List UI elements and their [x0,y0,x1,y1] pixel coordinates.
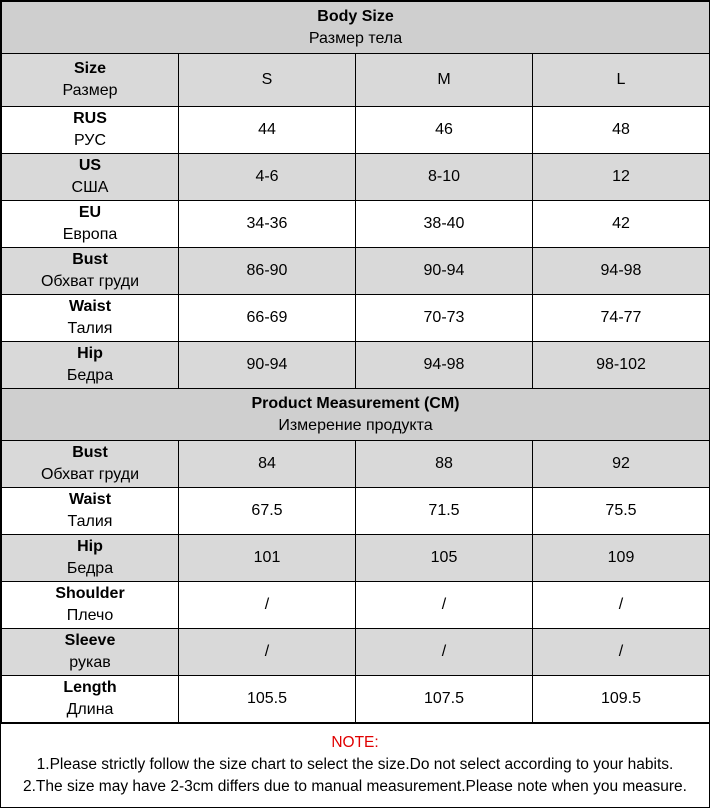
cell-l: 109.5 [533,676,710,723]
cell-l: 109 [533,535,710,582]
table-row [2,154,710,201]
row-label-en: Bust [72,444,108,461]
row-label [2,441,179,488]
cell-l: 74-77 [533,295,710,342]
row-label-ru: Обхват груди [40,466,139,483]
row-label [2,535,179,582]
row-label-ru: США [71,179,109,196]
row-label [2,488,179,535]
note-line-1: 1.Please strictly follow the size chart to select the size.Do not select according to your habits. [36,756,674,773]
table-row [2,295,710,342]
row-label-ru: РУС [73,132,107,149]
row-label-en: Shoulder [55,585,125,602]
product-measurement-title [2,389,710,441]
size-m-header: M [356,54,533,107]
row-label [2,342,179,389]
row-label-ru: Плечо [66,607,114,624]
note-title: NOTE: [331,734,379,751]
row-label [2,248,179,295]
cell-s: 84 [179,441,356,488]
row-label-ru: Бедра [66,367,114,384]
row-label [2,295,179,342]
cell-l: / [533,582,710,629]
row-label-en: Waist [68,491,112,508]
size-l-header: L [533,54,710,107]
table-row [2,629,710,676]
table-row [2,441,710,488]
cell-m: 38-40 [356,201,533,248]
row-label-ru: рукав [69,654,111,671]
cell-m: 70-73 [356,295,533,342]
cell-l: 75.5 [533,488,710,535]
table-row [2,201,710,248]
table-row [2,248,710,295]
row-label [2,154,179,201]
row-label-ru: Талия [67,320,113,337]
row-label-ru: Европа [62,226,118,243]
cell-m: / [356,582,533,629]
table-row [2,676,710,723]
body-size-title-ru: Размер тела [308,29,403,47]
row-label-ru: Длина [66,701,114,718]
row-label-en: Hip [77,538,103,555]
body-size-title-en: Body Size [317,7,394,25]
row-label-en: Sleeve [64,632,116,649]
size-label-en: Size [73,60,106,77]
row-label-en: Length [63,679,117,696]
cell-s: 4-6 [179,154,356,201]
cell-m: / [356,629,533,676]
product-measurement-title-row [2,389,710,441]
row-label-en: EU [78,204,102,221]
size-s-header: S [179,54,356,107]
body-size-title-row [2,2,710,54]
cell-l: 94-98 [533,248,710,295]
cell-m: 107.5 [356,676,533,723]
table-row [2,342,710,389]
table-row [2,488,710,535]
row-label-en: RUS [73,110,107,127]
row-label [2,629,179,676]
cell-s: 34-36 [179,201,356,248]
cell-s: 86-90 [179,248,356,295]
cell-m: 94-98 [356,342,533,389]
row-label-en: Waist [68,298,112,315]
row-label [2,582,179,629]
cell-m: 46 [356,107,533,154]
row-label-ru: Талия [67,513,113,530]
cell-s: 90-94 [179,342,356,389]
notes-section [1,723,709,805]
cell-s: / [179,582,356,629]
row-label-ru: Обхват груди [40,273,139,290]
cell-l: 12 [533,154,710,201]
cell-m: 105 [356,535,533,582]
cell-s: 67.5 [179,488,356,535]
cell-s: 44 [179,107,356,154]
row-label [2,201,179,248]
body-size-title [2,2,710,54]
table-row [2,582,710,629]
table-row [2,107,710,154]
row-label-ru: Бедра [66,560,114,577]
row-label-en: Bust [72,251,108,268]
row-label [2,676,179,723]
row-label-en: Hip [77,345,103,362]
row-label [2,107,179,154]
cell-s: 101 [179,535,356,582]
table-row [2,535,710,582]
cell-l: / [533,629,710,676]
cell-m: 90-94 [356,248,533,295]
cell-l: 42 [533,201,710,248]
cell-l: 98-102 [533,342,710,389]
cell-s: / [179,629,356,676]
row-label-en: US [78,157,102,174]
size-label-ru: Размер [62,82,118,99]
cell-m: 71.5 [356,488,533,535]
cell-l: 92 [533,441,710,488]
cell-s: 66-69 [179,295,356,342]
product-measurement-title-ru: Измерение продукта [278,416,433,434]
cell-s: 105.5 [179,676,356,723]
size-header-row [2,54,710,107]
size-header-label [2,54,179,107]
cell-m: 88 [356,441,533,488]
product-measurement-title-en: Product Measurement (CM) [251,394,460,412]
size-table [1,1,710,723]
note-line-2: 2.The size may have 2-3cm differs due to manual measurement.Please note when you measure. [23,778,687,795]
cell-m: 8-10 [356,154,533,201]
cell-l: 48 [533,107,710,154]
